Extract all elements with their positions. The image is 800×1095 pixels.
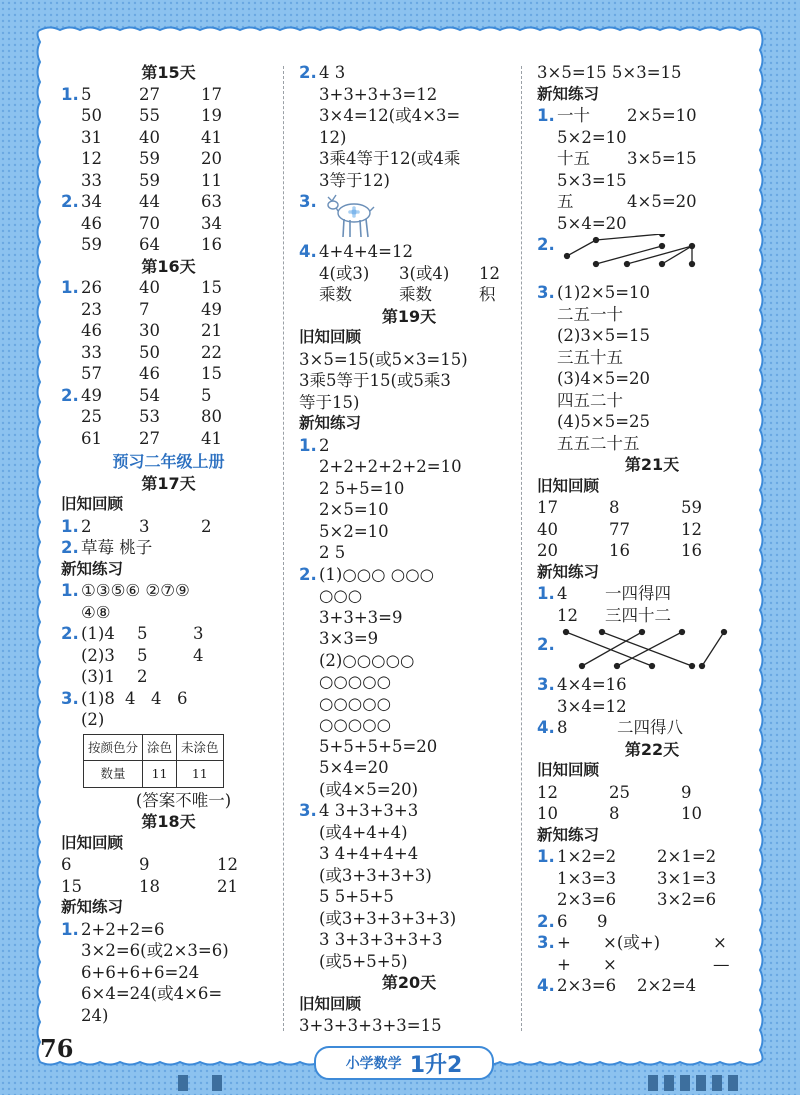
answer-line: 15 18 21 (61, 876, 238, 896)
day-heading: 第17天 (141, 473, 196, 493)
answer-line: 2. 4 3 (299, 63, 346, 82)
answer-line: (或3+3+3+3) (319, 865, 432, 885)
answer-line: 2. 6 9 (537, 911, 608, 931)
answer-line: 5×3=15 (557, 170, 627, 190)
column-divider (521, 66, 522, 1031)
answer-line: 59 64 16 (81, 235, 222, 254)
answer-line: 50 55 19 (81, 106, 222, 125)
answer-line: 3 3+3+3+3+3 (319, 930, 443, 949)
answer-line: 3+3+3=9 (319, 607, 403, 627)
d16-q1 (61, 277, 276, 385)
answer-line: 4. 2×3=6 2×2=4 (537, 976, 697, 995)
answer-line: 2. (537, 234, 767, 282)
answer-line: 3等于12) (319, 170, 390, 190)
answer-line: 4. 8 二四得八 (537, 718, 683, 737)
answer-line: ○○○ (319, 586, 363, 605)
answer-line: 1. 一十 2×5=10 (537, 106, 697, 125)
d21-review (537, 497, 767, 562)
answer-line: + × — (557, 954, 730, 974)
color-count-table: 按颜色分 涂色 未涂色 数量 11 11 (83, 734, 224, 788)
answer-line: 6×4=24(或4×6= (81, 984, 223, 1003)
answer-line: 4. 4+4+4=12 (299, 242, 413, 261)
answer-line: 46 30 21 (81, 321, 222, 340)
answer-line: 3乘4等于12(或4乘 (319, 149, 461, 168)
section-review: 旧知回顾 (537, 476, 600, 495)
answer-line: ④⑧ (81, 602, 111, 622)
answer-line: 3+3+3+3+3=15 (299, 1016, 442, 1035)
answer-line: 3×5=15(或5×3=15) (299, 349, 468, 369)
d21-new-q1 (537, 583, 767, 626)
answer-line: 5+5+5+5=20 (319, 736, 438, 756)
answer-line: (或4×5=20) (319, 779, 419, 799)
answer-line: 10 8 10 (537, 804, 702, 823)
answer-line: 1. 2+2+2=6 (61, 919, 165, 939)
d18-new-q1 (61, 919, 276, 1027)
answer-line: 3×4=12 (557, 696, 627, 716)
answer-line: (或3+3+3+3+3) (319, 908, 457, 928)
answer-line: (4)5×5=25 (557, 412, 651, 431)
answers-column-2 (299, 62, 519, 1037)
answer-line: 1. 5 27 17 (61, 84, 222, 104)
answer-line: 3×4=12(或4×3= (319, 106, 461, 125)
answer-line: (2)3×5=15 (557, 326, 651, 345)
d20-new-q3 (537, 282, 767, 454)
answer-line: 25 53 80 (81, 407, 222, 426)
answer-line: 5 5+5+5 (319, 887, 394, 906)
answer-line: 20 16 16 (537, 541, 702, 560)
day-heading: 第18天 (141, 812, 196, 831)
answer-line: 3. 4×4=16 (537, 675, 627, 694)
answer-line: 3. 4 3+3+3+3 (299, 801, 419, 820)
answer-line: 17 8 59 (537, 498, 702, 517)
answer-line: 2. (1)○○○ ○○○ (299, 564, 435, 584)
section-new-practice: 新知练习 (537, 562, 600, 581)
answer-line: 1. ①③⑤⑥ ②⑦⑨ (61, 581, 190, 600)
d15-q2 (61, 191, 276, 256)
answer-line: (2) (81, 710, 105, 729)
section-review: 旧知回顾 (61, 833, 124, 852)
d19-new-q3 (299, 800, 519, 972)
answer-line: ○○○○○ (319, 715, 391, 734)
d19-new-q1 (299, 435, 519, 564)
answer-line: 等于15) (299, 392, 360, 412)
answer-line: 5×4=20 (557, 213, 627, 233)
answer-line: 2. 49 54 5 (61, 385, 212, 405)
answer-line: 3×3=9 (319, 629, 379, 648)
answer-line: 2×5=10 (319, 500, 389, 519)
day-heading: 第21天 (624, 455, 680, 474)
section-new-practice: 新知练习 (61, 559, 124, 578)
brand-subject: 小学数学 (345, 1056, 402, 1072)
answer-line: 2 5 (319, 543, 346, 562)
answer-line: ○○○○○ (319, 693, 391, 713)
section-review: 旧知回顾 (61, 495, 124, 513)
answers-column-1 (61, 62, 276, 1026)
answer-line: 三五十五 (557, 347, 623, 367)
day-heading: 第16天 (141, 256, 196, 276)
matching-lines-diagram (562, 234, 712, 280)
answer-line: 6 9 12 (61, 855, 238, 874)
note-text: (答案不唯一) (135, 790, 232, 810)
answer-line: 五 4×5=20 (557, 192, 697, 211)
answer-line: ○○○○○ (319, 672, 391, 691)
d19-review (299, 349, 519, 414)
brand-level: 1升2 (409, 1052, 463, 1078)
answer-line: 2. (537, 626, 767, 674)
d18-review (61, 854, 276, 897)
section-review: 旧知回顾 (299, 994, 362, 1013)
section-new-practice: 新知练习 (61, 898, 124, 916)
answers-column-3 (537, 62, 767, 997)
answer-line: 1. 2 (299, 435, 330, 455)
d21-new-q3 (537, 674, 767, 717)
d22-review (537, 782, 767, 825)
answer-line: 12 25 9 (537, 782, 692, 802)
answer-line: 61 27 41 (81, 428, 222, 448)
section-review: 旧知回顾 (537, 761, 600, 779)
day-heading: 第19天 (381, 306, 437, 326)
answer-line: 1. 26 40 15 (61, 278, 222, 297)
answer-line: (3)1 2 (81, 667, 148, 686)
column-divider (283, 66, 284, 1031)
answer-line: (2)3 5 4 (81, 645, 204, 665)
answer-line: 2. 草莓 桃子 (61, 538, 153, 557)
answer-line: 12 59 20 (81, 149, 222, 168)
answer-line: 4(或3) 3(或4) 12 (319, 263, 500, 283)
day-heading: 第22天 (624, 739, 680, 759)
answer-line: 3×5=15 5×3=15 (537, 63, 682, 82)
answer-line: (或4+4+4) (319, 822, 408, 842)
answer-line: 33 50 22 (81, 342, 222, 362)
answer-line: 3×2=6(或2×3=6) (81, 941, 229, 960)
day-heading: 第15天 (141, 63, 196, 82)
answer-line: 3. + ×(或+) × (537, 933, 727, 952)
answer-line: 2×3=6 3×2=6 (557, 890, 717, 909)
answer-line: (3)4×5=20 (557, 369, 651, 388)
answer-line: 二五一十 (557, 304, 623, 324)
section-review: 旧知回顾 (299, 328, 362, 346)
d19-new-q2 (299, 564, 519, 801)
answer-line: 1×3=3 3×1=3 (557, 868, 717, 888)
matching-lines-diagram (562, 626, 732, 672)
answer-line: 12 三四十二 (557, 605, 671, 625)
answer-line: 3. (1)8 4 4 6 (61, 688, 188, 708)
answer-line: 12) (319, 127, 347, 147)
section-new-practice: 新知练习 (299, 414, 362, 432)
goat-illustration (324, 191, 380, 241)
answer-line: 33 59 11 (81, 170, 222, 190)
answer-line: 46 70 34 (81, 213, 222, 233)
d20-new-q1 (537, 105, 767, 234)
answer-line: (2)○○○○○ (319, 650, 415, 670)
answer-line: 1. 4 一四得四 (537, 584, 671, 603)
answer-line: 1. 2 3 2 (61, 516, 212, 536)
answer-line: 乘数 乘数 积 (319, 285, 496, 304)
answer-line: 2+2+2+2+2=10 (319, 457, 462, 476)
answer-line: 5×2=10 (557, 127, 627, 147)
book-section-title: 预习二年级上册 (112, 452, 225, 471)
d16-q2 (61, 385, 276, 450)
answer-line: 23 7 49 (81, 299, 222, 319)
answer-line: 3 4+4+4+4 (319, 844, 419, 863)
answer-line: 24) (81, 1005, 109, 1025)
answer-line: 31 40 41 (81, 127, 222, 147)
d22-new-q1 (537, 846, 767, 911)
answer-line: 3乘5等于15(或5乘3 (299, 371, 451, 390)
answer-line: 四五二十 (557, 390, 623, 410)
answer-line: 1. 1×2=2 2×1=2 (537, 847, 717, 866)
answer-line: 3+3+3+3=12 (319, 84, 438, 104)
answer-line: 2 5+5=10 (319, 478, 405, 498)
answer-line: 2. (1)4 5 3 (61, 624, 204, 643)
answer-line: 2. 34 44 63 (61, 192, 222, 211)
answer-line: 五五二十五 (557, 433, 640, 453)
answer-line: 5×2=10 (319, 521, 389, 541)
page-number: 76 (40, 1034, 74, 1063)
answer-line: 3. (299, 191, 519, 241)
day-heading: 第20天 (381, 973, 437, 992)
answer-line: 3. (1)2×5=10 (537, 283, 651, 302)
d17-new-q2 (61, 623, 276, 688)
d15-q1 (61, 84, 276, 192)
d18-new-q2 (299, 62, 519, 191)
answer-line: 6+6+6+6=24 (81, 962, 200, 982)
answer-line: 5×4=20 (319, 758, 389, 777)
answer-line: (或5+5+5) (319, 951, 408, 971)
answer-line: 十五 3×5=15 (557, 149, 697, 168)
section-new-practice: 新知练习 (537, 825, 600, 844)
answer-line: 40 77 12 (537, 519, 702, 539)
answer-line: 57 46 15 (81, 364, 222, 383)
brand-badge (314, 1046, 494, 1080)
section-new-practice: 新知练习 (537, 84, 600, 103)
